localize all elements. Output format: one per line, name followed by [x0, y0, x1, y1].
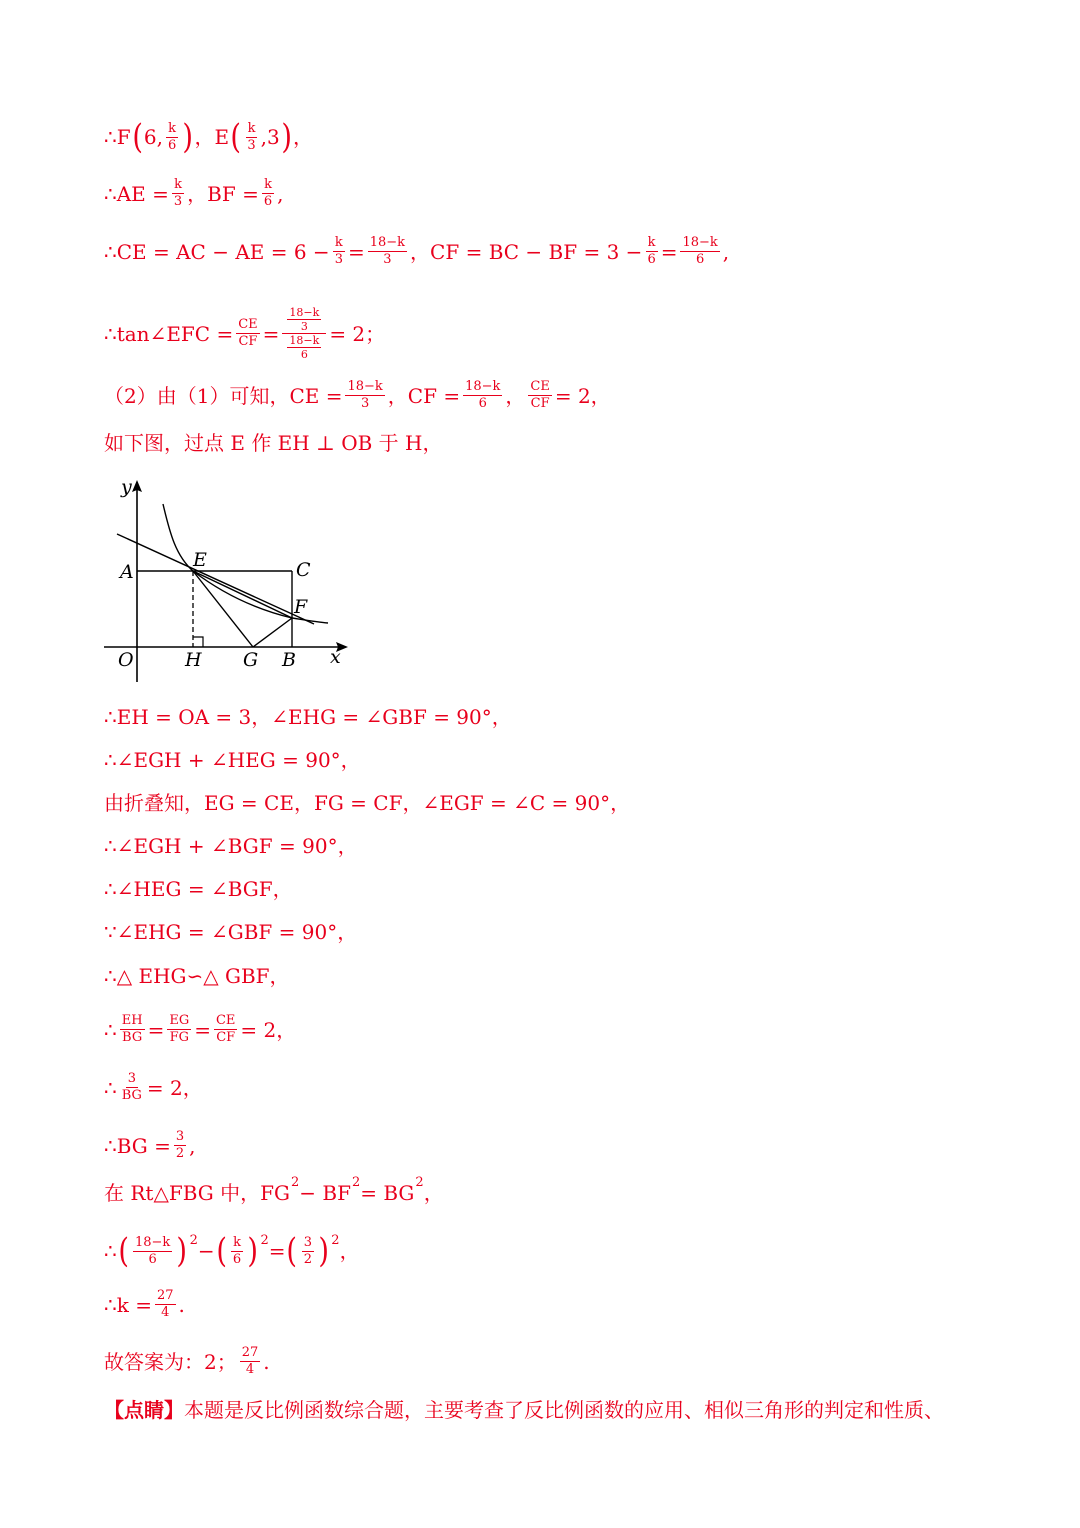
note-text: 本题是反比例函数综合题，主要考查了反比例函数的应用、相似三角形的判定和性质、	[184, 1398, 944, 1422]
line-6	[104, 431, 443, 455]
text: ∴tan∠EFC =	[104, 321, 234, 346]
text: ∴k =	[104, 1292, 152, 1317]
paren-close: )	[247, 1231, 259, 1271]
text: ∴	[104, 1239, 117, 1263]
fraction: $\frac{18-k}{3}$	[289, 306, 320, 333]
fraction: $\frac{18-k}{3}$	[369, 235, 406, 267]
superscript: 2	[351, 1175, 361, 1190]
text: =	[194, 1017, 211, 1042]
fraction: $\frac{k}{3}$	[334, 235, 343, 267]
text: ∴F	[104, 125, 131, 149]
fraction: $\frac{3}{2}$	[175, 1129, 185, 1161]
fraction: $\frac{18-k}{6}$	[465, 379, 501, 411]
line-5	[104, 380, 611, 411]
text: 6,	[143, 125, 163, 149]
fraction: $\frac{18-k}{6}$	[289, 334, 320, 361]
text: ,	[277, 181, 284, 206]
fraction: $\frac{k}{6}$	[232, 1234, 242, 1267]
line-16	[104, 1130, 196, 1161]
text: =	[262, 321, 280, 346]
text: 故答案为：2；	[104, 1349, 237, 1374]
text: =	[347, 239, 365, 264]
text: 由折叠知，EG = CE，FG = CF，∠EGF = ∠C = 90°，	[104, 791, 631, 815]
line-ef-extended	[117, 534, 314, 624]
text: ∴∠EGH + ∠HEG = 90°，	[104, 748, 361, 772]
compound-fraction	[282, 307, 326, 360]
text: ，	[339, 1239, 360, 1263]
paren-open: (	[215, 1231, 227, 1271]
text: ，	[505, 383, 526, 408]
line-14	[104, 1014, 296, 1045]
fraction: $\frac{k}{6}$	[263, 177, 273, 209]
line-13	[104, 964, 290, 988]
label-a: A	[120, 561, 134, 583]
text: （2）由（1）可知，CE =	[104, 383, 343, 408]
text: ∴	[104, 1075, 117, 1100]
text: = 2；	[329, 321, 386, 346]
fraction: $\frac{3}{2}$	[303, 1234, 313, 1267]
line-20	[104, 1346, 270, 1377]
line-8	[104, 748, 361, 772]
text: ∴EH = OA = 3，∠EHG = ∠GBF = 90°，	[104, 705, 512, 729]
text: ∴AE =	[104, 181, 169, 206]
text: =	[147, 1017, 165, 1042]
fraction: $\frac{CE}{CF}$	[238, 317, 258, 349]
text: = 2，	[240, 1017, 297, 1042]
line-10	[104, 834, 358, 858]
text: ∴△ EHG∽△ GBF，	[104, 964, 290, 988]
line-2	[104, 178, 284, 209]
label-c: C	[296, 559, 311, 581]
text: .	[263, 1349, 270, 1374]
fraction: $\frac{27}{4}$	[241, 1345, 259, 1377]
text: ∴∠EGH + ∠BGF = 90°，	[104, 834, 358, 858]
superscript: 2	[260, 1233, 269, 1248]
fraction: $\frac{k}{6}$	[167, 120, 177, 153]
line-17	[104, 1175, 444, 1205]
segment-ef	[193, 571, 292, 618]
text: = BG	[360, 1181, 415, 1205]
fraction: $\frac{18-k}{6}$	[135, 1234, 171, 1267]
text: −	[197, 1239, 215, 1263]
text: =	[268, 1239, 286, 1263]
text: ∴CE = AC − AE = 6 −	[104, 239, 330, 264]
text: ∴	[104, 1017, 117, 1042]
fraction: $\frac{CE}{CF}$	[215, 1013, 236, 1045]
text: ，	[423, 1181, 444, 1205]
superscript: 2	[290, 1175, 300, 1190]
line-3	[104, 236, 729, 267]
text: .	[178, 1292, 185, 1317]
text: ，BF =	[187, 181, 259, 206]
label-g: G	[243, 649, 259, 671]
text: 在 Rt△FBG 中，FG	[104, 1181, 290, 1205]
paren-open: (	[131, 117, 143, 157]
label-h: H	[185, 649, 202, 671]
paren-close: )	[318, 1231, 329, 1271]
right-angle-mark	[193, 637, 203, 647]
line-7	[104, 705, 512, 729]
label-o: O	[118, 649, 134, 671]
superscript: 2	[415, 1175, 424, 1190]
paren-close: )	[176, 1231, 188, 1271]
text: ，CF =	[387, 383, 461, 408]
label-e: E	[193, 549, 207, 571]
line-19	[104, 1289, 185, 1320]
fraction: $\frac{27}{4}$	[156, 1288, 174, 1320]
fraction: $\frac{18-k}{3}$	[347, 379, 383, 411]
text: ∴∠HEG = ∠BGF，	[104, 877, 293, 901]
label-b: B	[282, 649, 296, 671]
line-18	[104, 1231, 360, 1271]
paren-open: (	[230, 117, 242, 157]
text: ，	[293, 125, 314, 149]
superscript: 2	[189, 1233, 198, 1248]
text: − BF	[299, 1181, 351, 1205]
fraction: $\frac{EG}{FG}$	[169, 1013, 190, 1045]
fraction: $\frac{EH}{BG}$	[121, 1013, 143, 1045]
text: 如下图，过点 E 作 EH ⊥ OB 于 H，	[104, 431, 443, 455]
line-21	[104, 1398, 944, 1422]
text: ,	[722, 239, 730, 264]
text: ∵∠EHG = ∠GBF = 90°，	[104, 920, 358, 944]
line-1	[104, 117, 314, 157]
paren-close: )	[182, 117, 194, 157]
fraction: $\frac{18-k}{6}$	[682, 235, 718, 267]
text: ，E	[194, 125, 230, 149]
text: ,3	[260, 125, 280, 149]
text: = 2，	[554, 383, 611, 408]
text: ∴BG =	[104, 1133, 171, 1158]
fraction: $\frac{k}{3}$	[247, 120, 256, 153]
label-f: F	[294, 596, 308, 618]
fraction: $\frac{k}{6}$	[647, 235, 656, 267]
geometry-diagram	[100, 472, 352, 684]
paren-open: (	[286, 1231, 298, 1271]
segment-gf	[253, 618, 292, 647]
line-4	[104, 307, 385, 360]
line-12	[104, 920, 357, 944]
text: ，CF = BC − BF = 3 −	[410, 239, 643, 264]
line-15	[104, 1072, 203, 1103]
text: ,	[189, 1133, 196, 1158]
text: =	[660, 239, 678, 264]
line-11	[104, 877, 293, 901]
label-y: y	[121, 476, 132, 498]
paren-close: )	[281, 117, 292, 157]
label-x: x	[330, 646, 341, 668]
fraction: $\frac{k}{3}$	[173, 177, 183, 209]
superscript: 2	[331, 1233, 340, 1248]
text: = 2，	[146, 1075, 203, 1100]
fraction: $\frac{CE}{CF}$	[530, 379, 550, 411]
fraction: $\frac{3}{BG}$	[121, 1071, 142, 1103]
note-title: 【点睛】	[104, 1398, 184, 1422]
line-9	[104, 791, 630, 815]
paren-open: (	[118, 1231, 129, 1271]
